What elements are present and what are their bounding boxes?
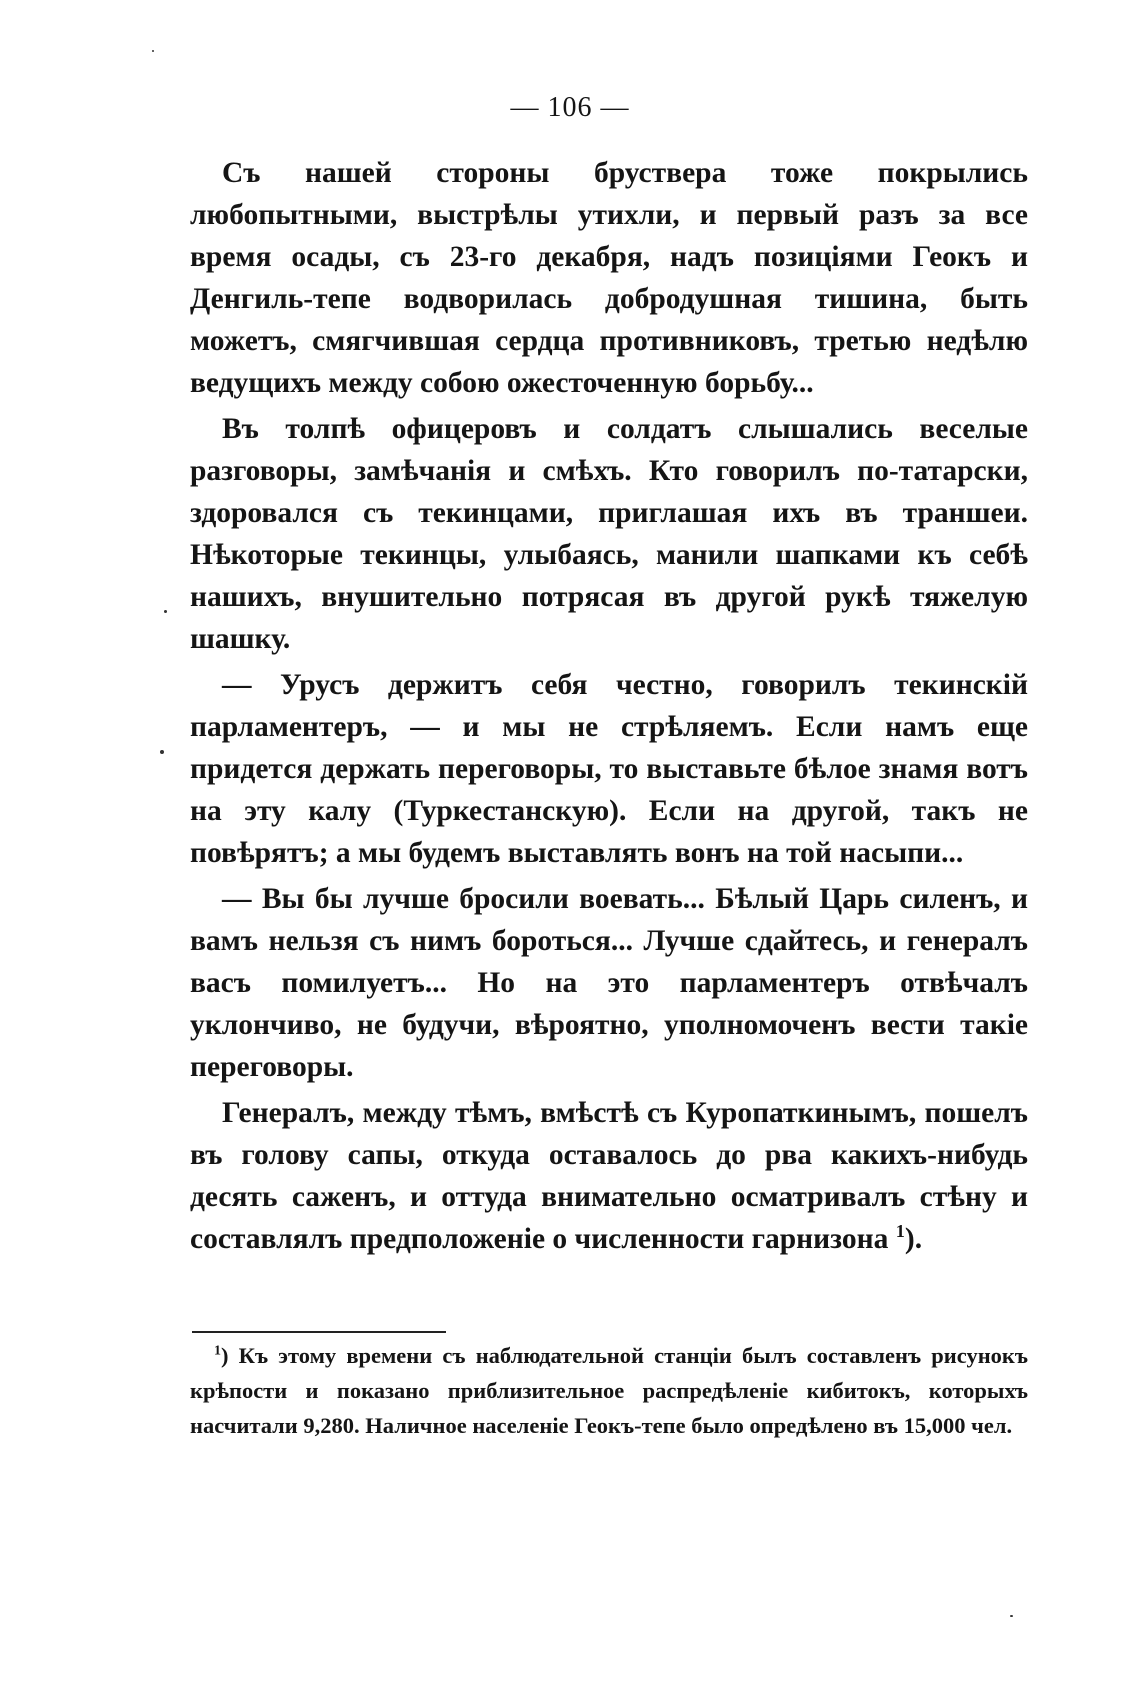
paragraph-1: Съ нашей стороны бруствера тоже покрылись любопытными, выстрѣлы утихли, и первый разъ за все время осады, съ 23-го декабря, надъ позиціями Геокъ и Денгиль-тепе водворилась добродушная тишина, быть можетъ, смягчившая сердца противниковъ, третью недѣлю ведущихъ между собою ожесточенную борьбу... [190, 157, 1028, 399]
paragraph-2: Въ толпѣ офицеровъ и солдатъ слышались веселые разговоры, замѣчанія и смѣхъ. Кто говорилъ по-татарски, здоровался съ текинцами, приглашая ихъ въ траншеи. Нѣкоторые текинцы, улыбаясь, манили шапками къ себѣ нашихъ, внушительно потрясая въ другой рукѣ тяжелую шашку. [190, 413, 1028, 655]
footnote-divider [192, 1331, 446, 1333]
paragraph-4: — Вы бы лучше бросили воевать... Бѣлый Царь силенъ, и вамъ нельзя съ нимъ бороться... Лучше сдайтесь, и генералъ васъ помилуетъ... Но на это парламентеръ отвѣчалъ уклончиво, не будучи, вѣроятно, уполномоченъ вести такіе переговоры. [190, 883, 1028, 1083]
print-speck [164, 610, 167, 613]
paragraph-5-end: ). [904, 1223, 923, 1255]
page-number: — 106 — [510, 92, 630, 123]
paragraph-5 [190, 1092, 1028, 1260]
footnote-reference: 1 [895, 1221, 905, 1242]
footnote [190, 1338, 1028, 1443]
print-speck [152, 50, 154, 52]
paragraph-5-text: Генералъ, между тѣмъ, вмѣстѣ съ Куропаткинымъ, пошелъ въ голову сапы, откуда оставалось до рва какихъ-нибудь десять саженъ, и оттуда внимательно осматривалъ стѣну и составлялъ предположеніе о численности гарнизона [190, 1097, 1028, 1255]
footnote-text: ) Къ этому времени съ наблюдательной станціи былъ составленъ рисунокъ крѣпости и показано приблизительное распредѣленіе кибитокъ, которыхъ насчитали 9,280. Наличное населеніе Геокъ-тепе было опредѣлено въ 15,000 чел. [190, 1343, 1028, 1438]
print-speck [1010, 1615, 1013, 1617]
paragraph-3: — Урусъ держитъ себя честно, говорилъ текинскій парламентеръ, — и мы не стрѣляемъ. Если намъ еще придется держать переговоры, то выставьте бѣлое знамя вотъ на эту калу (Туркестанскую). Если на другой, такъ не повѣрятъ; а мы будемъ выставлять вонъ на той насыпи... [190, 669, 1028, 869]
footnote-text-block [190, 1338, 1028, 1443]
main-text [190, 152, 1028, 1264]
footnote-marker: 1 [214, 1343, 221, 1359]
print-speck [160, 750, 164, 754]
